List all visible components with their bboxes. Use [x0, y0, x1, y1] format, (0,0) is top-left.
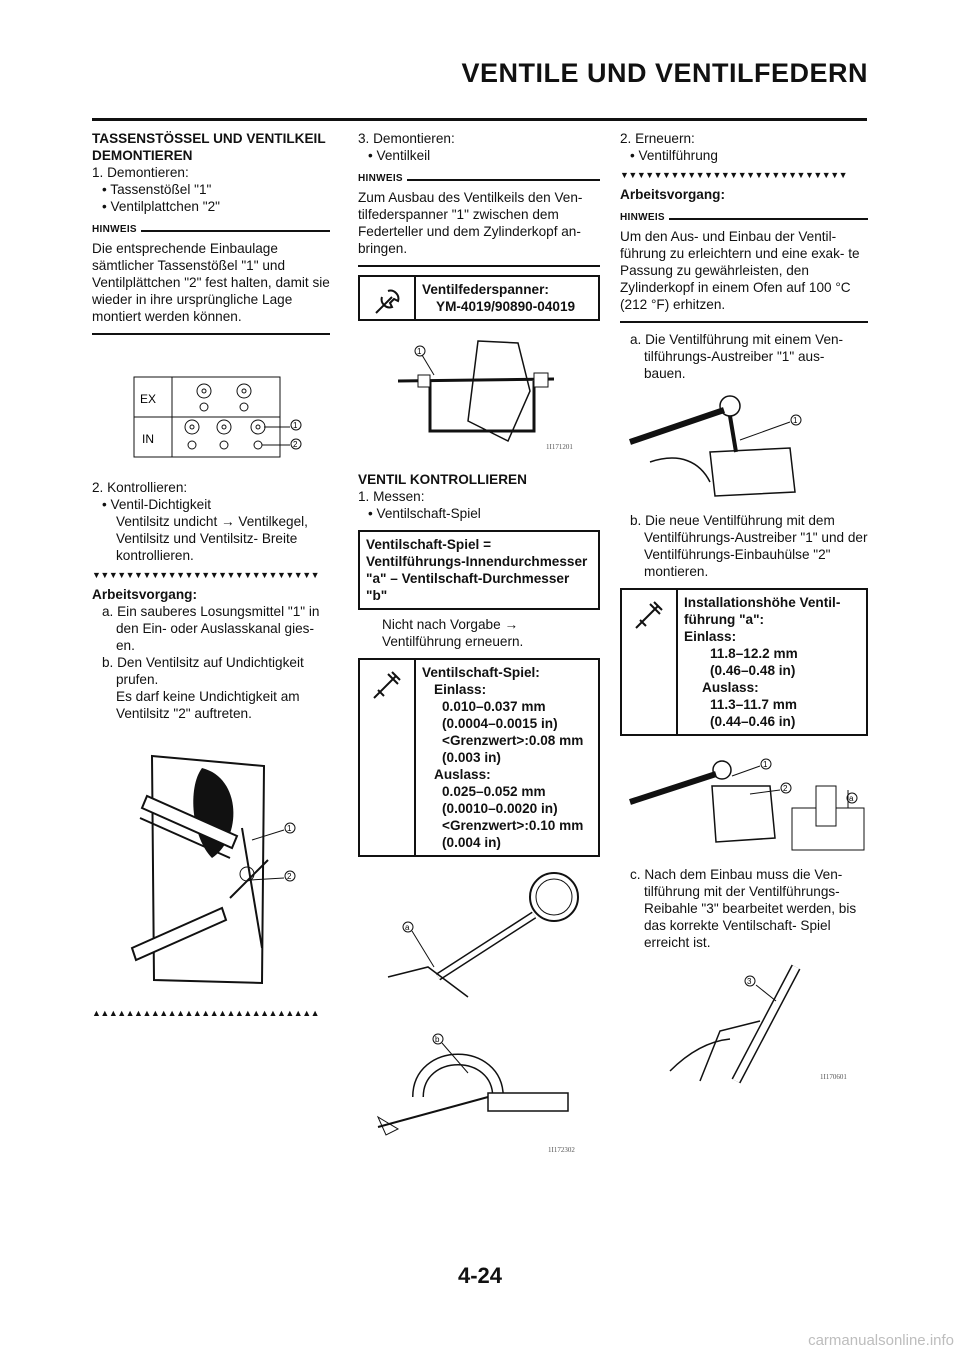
callout-1: 1 — [293, 421, 298, 430]
formula-box: Ventilschaft-Spiel = Ventilführungs-Innendurchmesser "a" – Ventilschaft-Durchmesser "b" — [358, 530, 600, 610]
step-text: 1. Demontieren: — [92, 165, 189, 180]
column-1 — [92, 130, 330, 1024]
spec-label: Einlass: — [434, 682, 487, 697]
arrow-glyph: → — [504, 617, 519, 632]
list-item: • Ventilkeil — [368, 148, 431, 163]
spec-value: (0.0004–0.0015 in) — [442, 716, 558, 731]
section-heading: VENTIL KONTROLLIEREN — [358, 472, 527, 487]
procedure-start-marker: ▼▼▼▼▼▼▼▼▼▼▼▼▼▼▼▼▼▼▼▼▼▼▼▼▼▼▼ — [620, 170, 848, 180]
spec-value: 11.3–11.7 mm — [710, 697, 797, 712]
spec-value: (0.004 in) — [442, 835, 501, 850]
figure-code: 1I172302 — [548, 1146, 575, 1154]
spec-value: (0.0010–0.0020 in) — [442, 801, 558, 816]
instruction-text: Ventilsitz undicht → Ventilkegel, Ventilsitz und Ventilsitz- Breite kontrollieren. — [116, 514, 308, 563]
figure-guide-installation — [620, 746, 868, 856]
tool-name: Ventilfederspanner: — [422, 282, 549, 297]
arrow-glyph: → — [221, 514, 235, 529]
spec-label: Auslass: — [434, 767, 491, 782]
spec-title: Ventilschaft-Spiel: — [422, 665, 540, 680]
sub-step: c. Nach dem Einbau muss die Ven- tilführung mit der Ventilführungs- Reibahle "3" bearbeitet werden, bis das korrekte Ventilschaft- Spiel erreicht ist. — [630, 867, 857, 950]
figure-guide-removal — [620, 392, 868, 502]
note-label: HINWEIS — [620, 212, 665, 223]
wrench-icon — [360, 277, 416, 319]
clearance-spec-box — [358, 658, 600, 857]
callout-a: a — [849, 794, 854, 803]
watermark: carmanualsonline.info — [808, 1332, 954, 1349]
figure-code: 1I170601 — [820, 1073, 847, 1081]
column-2 — [358, 130, 600, 1172]
sub-step-detail: Es darf keine Undichtigkeit am Ventilsitz "2" auftreten. — [116, 689, 300, 721]
list-item: • Ventilplattchen "2" — [102, 199, 220, 214]
caliper-icon — [622, 590, 678, 734]
procedure-end-marker: ▲▲▲▲▲▲▲▲▲▲▲▲▲▲▲▲▲▲▲▲▲▲▲▲▲▲▲ — [92, 1008, 320, 1018]
header-rule — [92, 118, 867, 121]
note-label: HINWEIS — [92, 224, 137, 235]
list-item: • Tassenstößel "1" — [102, 182, 212, 197]
list-item: • Ventilschaft-Spiel — [368, 506, 481, 521]
spec-value: 0.025–0.052 mm — [442, 784, 546, 799]
page-number: 4-24 — [457, 1263, 503, 1288]
figure-cam-layout — [92, 369, 330, 469]
spec-label: Auslass: — [702, 680, 759, 695]
fig-label-ex: EX — [140, 392, 157, 406]
spec-value: (0.44–0.46 in) — [710, 714, 796, 729]
tool-number: YM-4019/90890-04019 — [436, 299, 576, 314]
figure-reamer — [620, 961, 868, 1086]
note-text: Die entsprechende Einbaulage sämtlicher Tassenstößel "1" und Ventilplättchen "2" fest halten, damit sie wieder in ihre ursprüngliche Lage montiert werden können. — [92, 241, 330, 324]
column-3 — [620, 130, 868, 1096]
callout-1: 1 — [417, 347, 422, 356]
fig-label-in: IN — [142, 432, 154, 446]
step-text: 2. Kontrollieren: — [92, 480, 188, 495]
sub-step: a. Ein sauberes Losungsmittel "1" in den Ein- oder Auslasskanal gies- en. — [102, 604, 320, 653]
sub-step: b. Den Ventilsitz auf Undichtigkeit prufen. — [102, 655, 304, 687]
procedure-heading: Arbeitsvorgang: — [92, 587, 197, 602]
callout-1: 1 — [287, 824, 292, 833]
sub-step: a. Die Ventilführung mit einem Ven- tilführungs-Austreiber "1" aus- bauen. — [630, 332, 844, 381]
step-text: 2. Erneuern: — [620, 131, 695, 146]
spec-limit: <Grenzwert>:0.10 mm — [442, 818, 584, 833]
list-item: • Ventil-Dichtigkeit — [102, 497, 212, 512]
spec-value: 0.010–0.037 mm — [442, 699, 546, 714]
callout-2: 2 — [287, 872, 292, 881]
note-label: HINWEIS — [358, 173, 403, 184]
figure-leak-test — [92, 748, 330, 998]
procedure-start-marker: ▼▼▼▼▼▼▼▼▼▼▼▼▼▼▼▼▼▼▼▼▼▼▼▼▼▼▼ — [92, 570, 320, 580]
figure-bore-gauge — [358, 867, 600, 1007]
callout-2: 2 — [783, 784, 788, 793]
figure-micrometer — [358, 1017, 600, 1162]
callout-1: 1 — [793, 416, 798, 425]
callout-3: 3 — [747, 977, 752, 986]
spec-title: Installationshöhe Ventil- führung "a": — [684, 595, 841, 627]
install-height-spec-box — [620, 588, 868, 736]
spec-limit: <Grenzwert>:0.08 mm — [442, 733, 584, 748]
note-box — [358, 170, 600, 267]
figure-code: 1I171201 — [546, 443, 573, 451]
note-box — [92, 221, 330, 335]
figure-valve-spring-compressor — [358, 331, 600, 461]
sub-step: b. Die neue Ventilführung mit dem Ventilführungs-Austreiber "1" und der Ventilführungs-Einbauhülse "2" montieren. — [630, 513, 868, 579]
callout-2: 2 — [293, 440, 298, 449]
spec-value: 11.8–12.2 mm — [710, 646, 798, 661]
page-title: VENTILE UND VENTILFEDERN — [461, 58, 868, 88]
caliper-icon — [360, 660, 416, 855]
note-box — [620, 209, 868, 323]
callout-1: 1 — [763, 760, 768, 769]
spec-value: (0.46–0.48 in) — [710, 663, 796, 678]
instruction-text: Nicht nach Vorgabe → Ventilführung erneuern. — [382, 617, 524, 649]
spec-label: Einlass: — [684, 629, 737, 644]
list-item: • Ventilführung — [630, 148, 718, 163]
note-text: Zum Ausbau des Ventilkeils den Ven- tilfederspanner "1" zwischen dem Federteller und dem Zylinderkopf an- bringen. — [358, 190, 583, 256]
step-text: 1. Messen: — [358, 489, 425, 504]
step-text: 3. Demontieren: — [358, 131, 455, 146]
callout-a: a — [405, 923, 410, 932]
tool-spec-box — [358, 275, 600, 321]
spec-value: (0.003 in) — [442, 750, 501, 765]
section-heading: TASSENSTÖSSEL UND VENTILKEIL DEMONTIEREN — [92, 131, 326, 163]
note-text: Um den Aus- und Einbau der Ventil- führung zu erleichtern und eine exak- te Passung zu gewährleisten, den Zylinderkopf in einem Ofen auf 100 °C (212 °F) erhitzen. — [620, 229, 860, 312]
callout-b: b — [435, 1035, 440, 1044]
procedure-heading: Arbeitsvorgang: — [620, 187, 725, 202]
